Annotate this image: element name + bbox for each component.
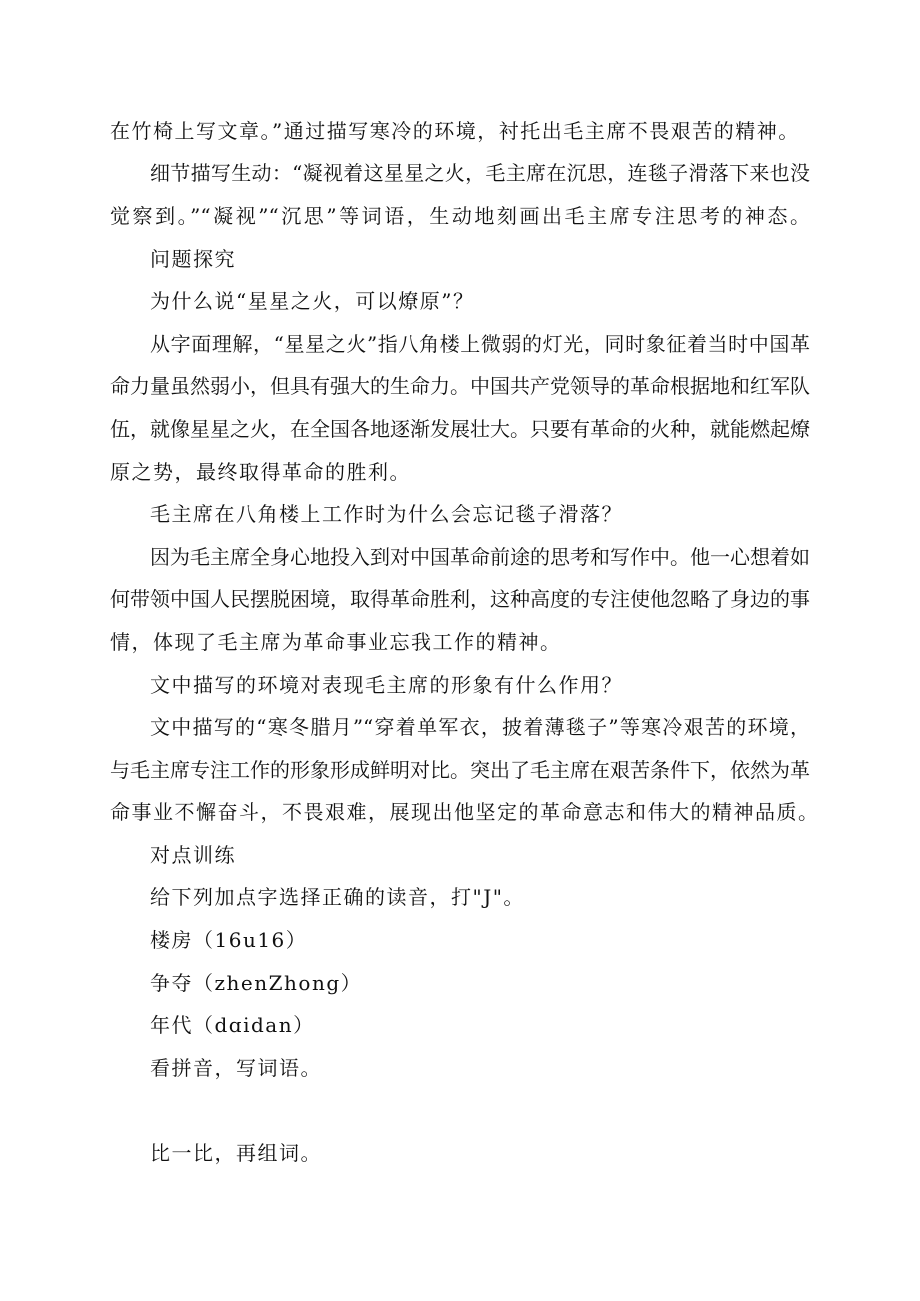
paragraph-line: 因为毛主席全身心地投入到对中国革命前途的思考和写作中。他一心想着如 bbox=[150, 545, 810, 569]
question: 文中描写的环境对表现毛主席的形象有什么作用？ bbox=[150, 673, 623, 697]
exercise-instruction: 给下列加点字选择正确的读音，打"J"。 bbox=[150, 885, 525, 909]
paragraph-line: 文中描写的“寒冬腊月”“穿着单军衣，披着薄毯子”等寒冷艰苦的环境， bbox=[150, 715, 810, 739]
exercise-instruction: 比一比，再组词。 bbox=[150, 1141, 322, 1165]
paragraph-line: 命事业不懈奋斗，不畏艰难，展现出他坚定的革命意志和伟大的精神品质。 bbox=[110, 800, 820, 824]
paragraph-line: 原之势，最终取得革命的胜利。 bbox=[110, 460, 411, 484]
exercise-item: 争夺（zhenZhong） bbox=[150, 971, 363, 995]
question: 毛主席在八角楼上工作时为什么会忘记毯子滑落？ bbox=[150, 502, 623, 526]
section-heading: 问题探究 bbox=[150, 247, 236, 271]
paragraph-line: 觉察到。”“凝视”“沉思”等词语，生动地刻画出毛主席专注思考的神态。 bbox=[110, 204, 810, 228]
paragraph-line: 何带领中国人民摆脱困境，取得革命胜利，这种高度的专注使他忽略了身边的事 bbox=[110, 587, 810, 611]
paragraph-line: 细节描写生动：“凝视着这星星之火，毛主席在沉思，连毯子滑落下来也没 bbox=[150, 161, 810, 185]
paragraph-line: 与毛主席专注工作的形象形成鲜明对比。突出了毛主席在艰苦条件下，依然为革 bbox=[110, 758, 810, 782]
exercise-item: 楼房（16u16） bbox=[150, 928, 308, 952]
exercise-item: 年代（dɑidan） bbox=[150, 1013, 315, 1037]
exercise-instruction: 看拼音，写词语。 bbox=[150, 1056, 322, 1080]
paragraph-line: 命力量虽然弱小，但具有强大的生命力。中国共产党领导的革命根据地和红军队 bbox=[110, 374, 810, 398]
paragraph-line: 伍，就像星星之火，在全国各地逐渐发展壮大。只要有革命的火种，就能燃起燎 bbox=[110, 417, 810, 441]
section-heading: 对点训练 bbox=[150, 843, 236, 867]
paragraph-line: 情，体现了毛主席为革命事业忘我工作的精神。 bbox=[110, 630, 562, 654]
question: 为什么说“星星之火，可以燎原”？ bbox=[150, 289, 475, 313]
paragraph-line: 在竹椅上写文章。”通过描写寒冷的环境，衬托出毛主席不畏艰苦的精神。 bbox=[110, 119, 800, 143]
paragraph-line: 从字面理解，“星星之火”指八角楼上微弱的灯光，同时象征着当时中国革 bbox=[150, 332, 810, 356]
